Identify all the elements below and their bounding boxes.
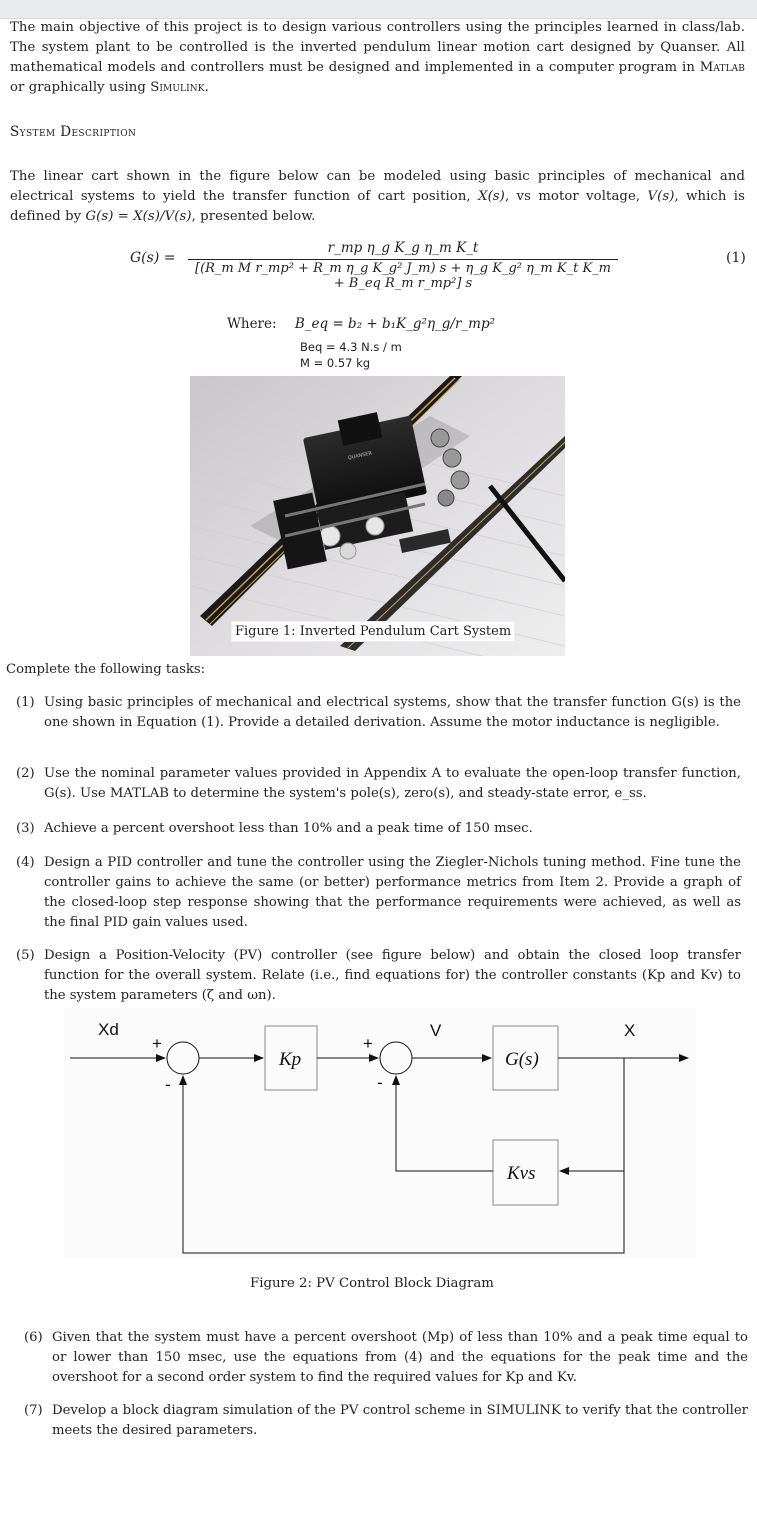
minus-sign-1: -: [165, 1075, 171, 1094]
transfer-function-equation: [130, 240, 750, 291]
intro-paragraph: The main objective of this project is to design various controllers using the principles learned in class/lab. The system plant to be controlled is the inverted pendulum linear motion cart designed by Quanser. All mathematical models and controllers must be designed and implemented in a computer program in Matlab or graphically using Simulink.: [10, 20, 745, 95]
fraction-bar: [188, 259, 618, 260]
description-paragraph: The linear cart shown in the figure below can be modeled using basic principles of mechanical and electrical systems to yield the transfer function of cart position, X(s), vs motor voltage, V(s), which is defined by G(s) = X(s)/V(s), presented below.: [10, 169, 745, 224]
simulink-term: Simulink: [150, 80, 205, 95]
gs-label: G(s): [505, 1049, 539, 1070]
equation-number: (1): [726, 250, 746, 266]
section-heading: System Description: [10, 124, 137, 140]
plus-sign-1: +: [152, 1034, 162, 1053]
task-item: [16, 853, 741, 933]
task-text: Achieve a percent overshoot less than 10% and a peak time of 150 msec.: [44, 821, 533, 836]
matlab-term: Matlab: [699, 60, 745, 75]
task-text: Design a Position-Velocity (PV) controller (see figure below) and obtain the closed loop transfer function for the overall system. Relate (i.e., find equations for) the controller constants (Kp and Kv) to the system parameters (ζ and ωn).: [44, 948, 741, 1003]
task-number: (4): [16, 855, 35, 870]
equation-fraction: [188, 240, 618, 291]
task-item: [24, 1401, 748, 1441]
task-text: Using basic principles of mechanical and electrical systems, show that the transfer function G(s) is the one shown in Equation (1). Provide a detailed derivation. Assume the motor inductance is negligible.: [44, 695, 741, 730]
equation-denominator: [(R_m M r_mp² + R_m η_g K_g² J_m) s + η_g K_g² η_m K_t K_m + B_eq R_m r_mp²] s: [195, 261, 611, 291]
kp-label: Kp: [279, 1049, 302, 1070]
where-clause: [227, 316, 495, 332]
task-number: (5): [16, 948, 35, 963]
equation-numerator: r_mp η_g K_g η_m K_t: [327, 240, 479, 256]
brand-label: QUANSER: [347, 450, 373, 462]
tasks-intro: Complete the following tasks:: [6, 662, 206, 677]
cart-photo: [190, 376, 565, 656]
task-text: Design a PID controller and tune the controller using the Ziegler-Nichols tuning method. Fine tune the controller gains to achieve the same (or better) performance metrics from Item 2. Provide a graph of the closed-loop step response showing that the performance requirements were achieved, as well as the final PID gain values used.: [44, 855, 741, 930]
minus-sign-2: -: [377, 1073, 383, 1092]
task-number: (3): [16, 821, 35, 836]
plus-sign-2: +: [363, 1034, 373, 1053]
task-number: (2): [16, 766, 35, 781]
task-item: [24, 1328, 748, 1388]
param-beq: Beq = 4.3 N.s / m: [300, 340, 402, 354]
task-item: [16, 693, 741, 733]
param-m: M = 0.57 kg: [300, 356, 371, 370]
summing-junction-2: [380, 1042, 412, 1074]
task-text: Given that the system must have a percent overshoot (Mp) of less than 10% and a peak time equal to or lower than 150 msec, use the equations from (4) and the equations for the peak time and the overshoot for a second order system to find the required values for Kp and Kv.: [52, 1330, 748, 1385]
figure2-caption: Figure 2: PV Control Block Diagram: [250, 1276, 494, 1291]
block-diagram-svg: [64, 1008, 696, 1258]
cart-illustration: [190, 376, 565, 656]
equation-lhs: G(s) =: [130, 250, 176, 266]
where-label: Where:: [227, 316, 277, 332]
task-text: Develop a block diagram simulation of the PV control scheme in SIMULINK to verify that the controller meets the desired parameters.: [52, 1403, 748, 1438]
figure1-caption: Figure 1: Inverted Pendulum Cart System: [231, 621, 515, 642]
beq-equation: B_eq = b₂ + b₁K_g²η_g/r_mp²: [294, 316, 496, 332]
kvs-label: Kvs: [507, 1163, 536, 1184]
summing-junction-1: [167, 1042, 199, 1074]
task-number: (7): [24, 1403, 43, 1418]
pv-block-diagram: [64, 1008, 696, 1258]
task-number: (1): [16, 695, 35, 710]
xd-label: Xd: [98, 1020, 119, 1039]
task-text: Use the nominal parameter values provided in Appendix A to evaluate the open-loop transfer function, G(s). Use MATLAB to determine the system's pole(s), zero(s), and steady-state error, e_ss.: [44, 766, 741, 801]
v-label: V: [430, 1021, 442, 1040]
x-label: X: [624, 1021, 636, 1040]
task-item: [16, 819, 741, 839]
task-item: [16, 764, 741, 804]
task-number: (6): [24, 1330, 43, 1345]
task-item: [16, 946, 741, 1006]
